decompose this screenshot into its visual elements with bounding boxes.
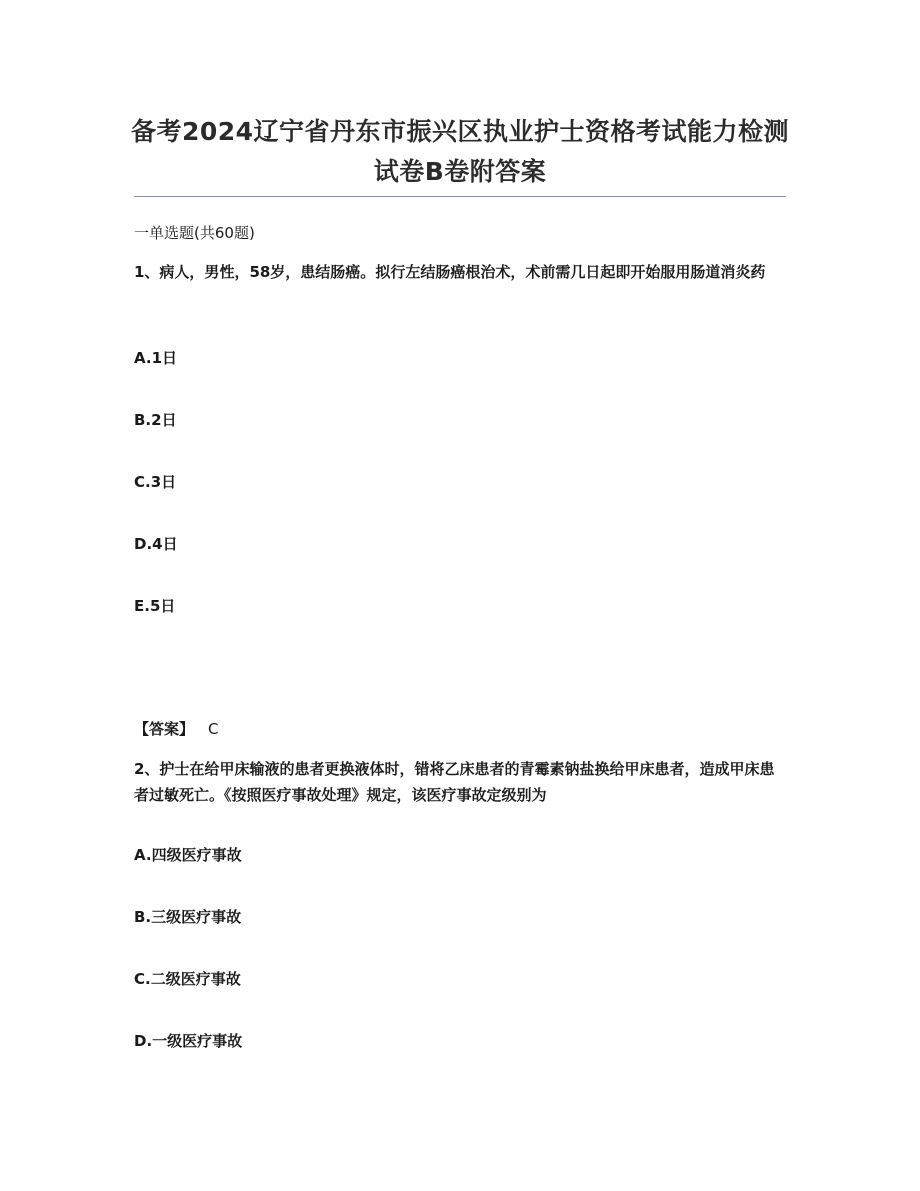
answer-label: 【答案】 xyxy=(134,720,195,738)
title-line-2: 试卷B卷附答案 xyxy=(373,157,547,186)
title-divider xyxy=(134,196,786,197)
question-1-option-d: D.4日 xyxy=(134,535,178,553)
question-1-text: 1、病人，男性，58岁，患结肠癌。拟行左结肠癌根治术，术前需几日起即开始服用肠道消炎药 xyxy=(134,263,766,281)
section-heading: 一单选题(共60题) xyxy=(134,224,255,242)
question-2-text: 2、护士在给甲床输液的患者更换液体时，错将乙床患者的青霉素钠盐换给甲床患者，造成甲床患者过敏死亡。《按照医疗事故处理》规定，该医疗事故定级别为 xyxy=(134,760,775,804)
question-2-option-c: C.二级医疗事故 xyxy=(134,970,241,988)
question-1-option-c: C.3日 xyxy=(134,473,177,491)
answer-value: C xyxy=(208,720,219,738)
question-1-option-a: A.1日 xyxy=(134,349,178,367)
question-2-option-a: A.四级医疗事故 xyxy=(134,846,242,864)
question-2-option-b: B.三级医疗事故 xyxy=(134,908,242,926)
question-1-answer xyxy=(134,716,219,742)
document-title xyxy=(120,112,800,192)
question-1-option-b: B.2日 xyxy=(134,411,177,429)
title-line-1: 备考2024辽宁省丹东市振兴区执业护士资格考试能力检测 xyxy=(130,117,790,146)
question-1-option-e: E.5日 xyxy=(134,597,176,615)
question-2-option-d: D.一级医疗事故 xyxy=(134,1032,243,1050)
